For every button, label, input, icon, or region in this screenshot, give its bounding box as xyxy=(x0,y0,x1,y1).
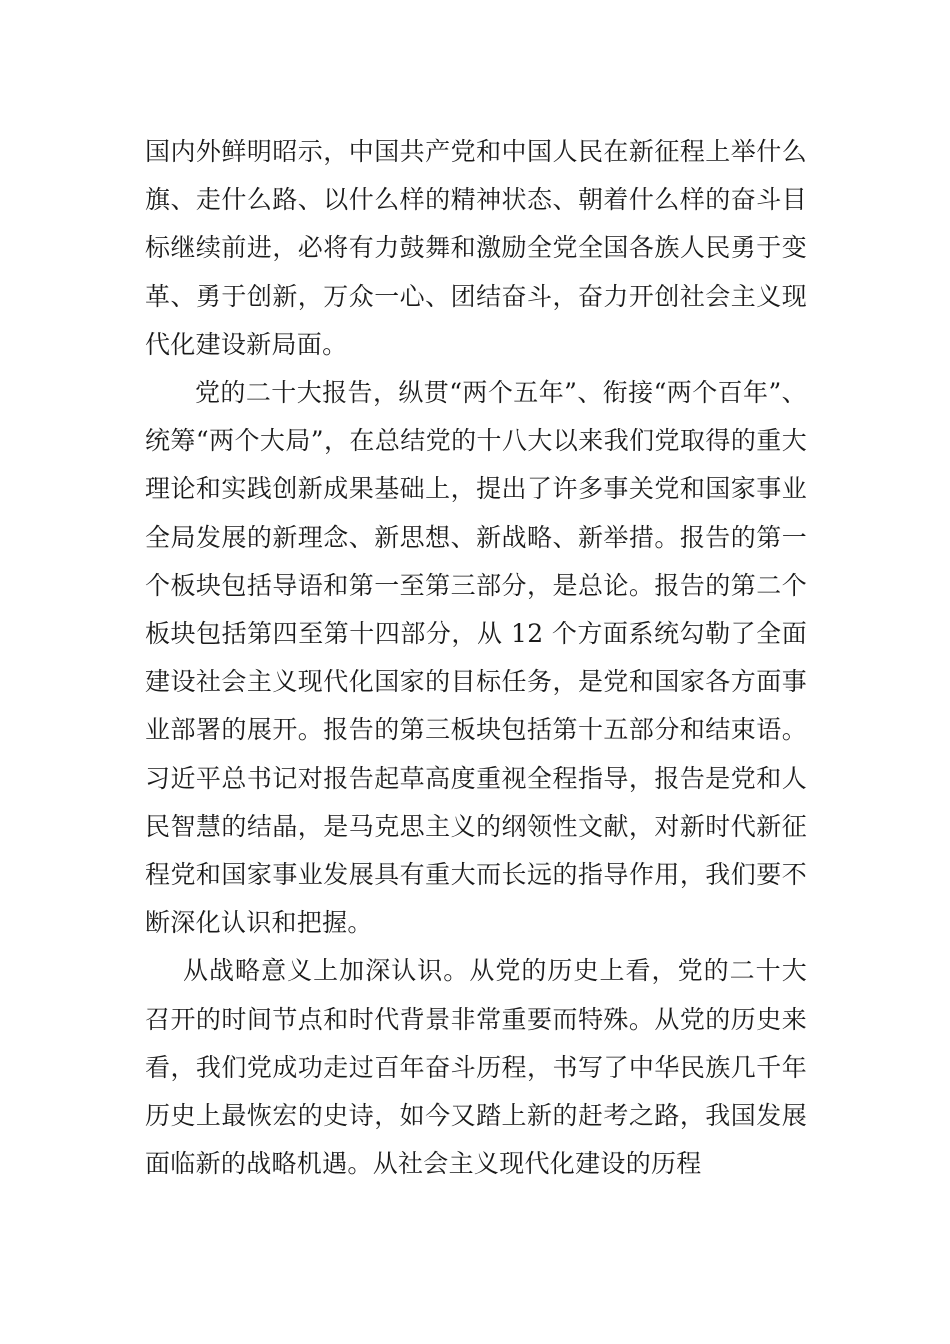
paragraph-3: 从战略意义上加深认识。从党的历史上看，党的二十大召开的时间节点和时代背景非常重要而特殊。从党的历史来看，我们党成功走过百年奋斗历程，书写了中华民族几千年历史上最恢宏的史诗，如今又踏上新的赶考之路，我国发展面临新的战略机遇。从社会主义现代化建设的历程 xyxy=(145,956,807,1179)
paragraph-1: 国内外鲜明昭示，中国共产党和中国人民在新征程上举什么旗、走什么路、以什么样的精神状态、朝着什么样的奋斗目标继续前进，必将有力鼓舞和激励全党全国各族人民勇于变革、勇于创新，万众一心、团结奋斗，奋力开创社会主义现代化建设新局面。 xyxy=(145,137,807,359)
paragraph-2: 党的二十大报告，纵贯“两个五年”、衔接“两个百年”、统筹“两个大局”，在总结党的十八大以来我们党取得的重大理论和实践创新成果基础上，提出了许多事关党和国家事业全局发展的新理念、新思想、新战略、新举措。报告的第一个板块包括导语和第一至第三部分，是总论。报告的第二个板块包括第四至第十四部分，从 12 个方面系统勾勒了全面建设社会主义现代化国家的目标任务，是党和国家各方面事业部署的展开。报告的第三板块包括第十五部分和结束语。习近平总书记对报告起草高度重视全程指导，报告是党和人民智慧的结晶，是马克思主义的纲领性文献，对新时代新征程党和国家事业发展具有重大而长远的指导作用，我们要不断深化认识和把握。 xyxy=(145,378,807,938)
document-body xyxy=(145,128,807,1188)
